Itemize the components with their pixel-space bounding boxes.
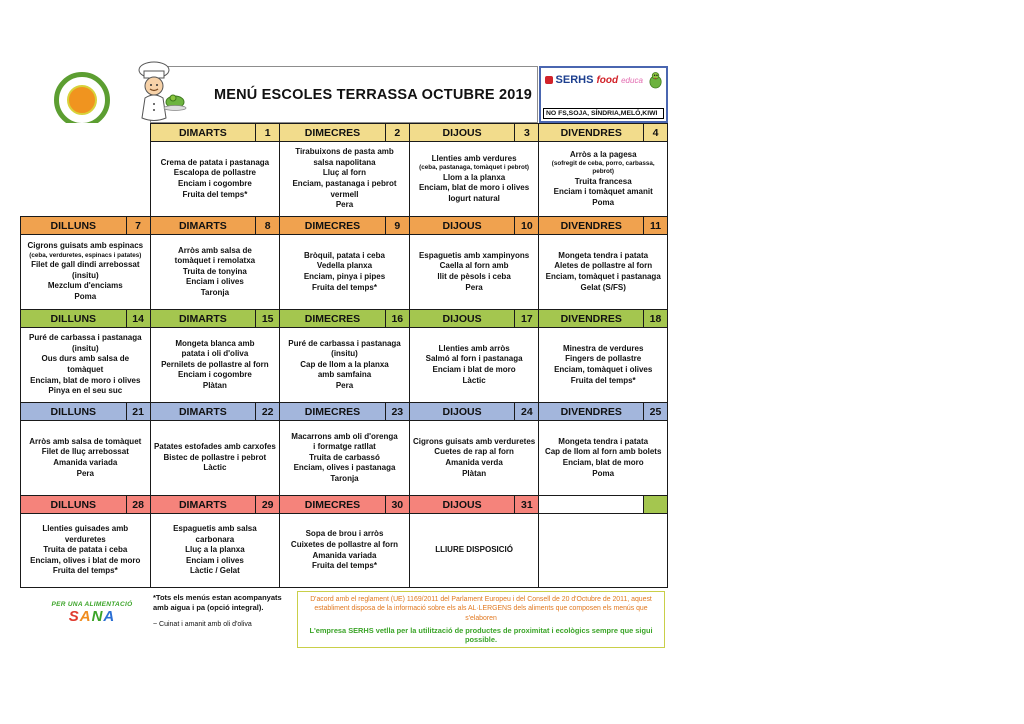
menu-item: Arròs amb salsa de: [177, 245, 252, 255]
menu-cell: [409, 513, 539, 588]
menu-item: Amanida variada: [312, 550, 377, 560]
menu-item: Amanida verda: [445, 458, 503, 467]
school-logo-center: [67, 85, 97, 115]
menu-cell: [279, 420, 409, 495]
educa-label: educa: [621, 75, 643, 85]
menu-item: Fruita del temps*: [570, 375, 636, 385]
serhs-name: SERHS: [555, 74, 594, 86]
empty-header-cell: [20, 123, 150, 141]
menu-item: Cigrons guisats amb verduretes: [412, 436, 536, 446]
day-name: DIJOUS: [442, 405, 482, 418]
day-name: DILLUNS: [50, 405, 97, 418]
menu-item: Pera: [76, 468, 94, 478]
day-header-divendres: [538, 402, 668, 420]
day-number: 30: [385, 496, 409, 513]
day-header-dimarts: [150, 495, 280, 513]
day-number: 18: [643, 310, 667, 327]
menu-item: LLIURE DISPOSICIÓ: [435, 545, 513, 555]
title-box: [150, 66, 538, 123]
allergen-regulation-text: D'acord amb el reglament (UE) 1169/2011 del Parlament Europeu i del Consell de 20 d'Octubre de 2011, aquest establiment disposa de la informació sobre els als AL·LERGENS dels aliments que composen els menús que s'elaboren: [310, 596, 652, 622]
menu-item: Gelat (S/FS): [580, 282, 626, 292]
menu-item: Enciam, pastanaga i pebrot vermell: [292, 179, 397, 199]
menu-item: Enciam i cogombre: [177, 370, 252, 380]
menu-item: Cuixetes de pollastre al forn: [290, 539, 399, 549]
page-title: MENÚ ESCOLES TERRASSA OCTUBRE 2019: [213, 86, 533, 103]
menu-item: Salmó al forn i pastanaga: [425, 354, 523, 364]
menu-item: Plàtan: [462, 468, 487, 478]
day-number: 8: [255, 217, 279, 234]
day-header-divendres: [538, 309, 668, 327]
menu-item: Làctic / Gelat: [189, 566, 240, 576]
menu-item: Minestra de verdures: [562, 343, 644, 353]
menu-item: Crema de patata i pastanaga: [160, 157, 270, 167]
serhs-brand-box: [539, 66, 668, 123]
menu-cell: [538, 420, 668, 495]
week-4: [20, 402, 668, 495]
menu-item: Filet de lluç arrebossat: [41, 447, 129, 457]
day-name: DILLUNS: [50, 498, 97, 511]
menu-item: Truita francesa: [574, 176, 632, 186]
menu-item: Cuetes de rap al forn: [434, 447, 514, 457]
menu-item: tomàquet i remolatxa: [174, 256, 256, 266]
menu-item: Puré de carbassa i pastanaga (insitu): [288, 338, 401, 359]
menu-cell: [409, 141, 539, 216]
day-number: 9: [385, 217, 409, 234]
menu-cell: [20, 327, 150, 402]
day-name: DILLUNS: [50, 219, 97, 232]
day-name: DIVENDRES: [560, 126, 622, 139]
menu-item: Truita de patata i ceba: [43, 545, 128, 555]
menu-cell: [150, 327, 280, 402]
day-header-dilluns: [20, 309, 150, 327]
menu-item: Cap de llom a la planxa: [300, 359, 389, 369]
day-number: 15: [255, 310, 279, 327]
menu-item: Caella al forn amb: [439, 261, 509, 271]
day-header-dimecres: [279, 216, 409, 234]
menu-cell: [150, 420, 280, 495]
menu-item: Llom a la planxa: [442, 172, 506, 182]
menu-item: llit de pèsols i ceba: [437, 272, 511, 281]
menu-item: Enciam i blat de moro: [432, 365, 516, 374]
menu-cell: [20, 420, 150, 495]
menu-item: Pera: [335, 380, 354, 390]
day-number: 11: [643, 217, 667, 234]
menu-item: Poma: [74, 291, 97, 301]
day-name: DIMECRES: [304, 312, 361, 325]
day-number: 23: [385, 403, 409, 420]
mascot-icon: [648, 71, 663, 89]
day-number: 14: [126, 310, 150, 327]
day-name: DIJOUS: [442, 498, 482, 511]
week-1: [20, 123, 668, 216]
menu-item: Fingers de pollastre: [565, 354, 642, 364]
day-number: 10: [514, 217, 538, 234]
menu-cell: [538, 141, 668, 216]
day-name: DIMARTS: [178, 219, 227, 232]
day-name: DIVENDRES: [560, 405, 622, 418]
menu-item: patata i oli d'oliva: [181, 349, 249, 359]
healthy-logo-line1: PER UNA ALIMENTACIÓ: [51, 601, 133, 608]
menu-item: Espaguetis amb xampinyons: [418, 250, 530, 260]
menu-item: (sofregit de ceba, porro, carbassa, pebrot): [551, 160, 655, 176]
menu-item: Làctic: [462, 375, 486, 385]
menu-item: Llenties guisades amb: [42, 524, 129, 534]
menu-item: Escalopa de pollastre: [173, 168, 257, 178]
menu-item: Sopa de brou i arròs: [305, 529, 384, 539]
menu-item: Truita de carbassó: [309, 452, 380, 462]
day-name: DIMARTS: [178, 405, 227, 418]
day-number: 16: [385, 310, 409, 327]
menu-cell: [20, 234, 150, 309]
menu-item: Taronja: [330, 473, 359, 483]
menu-cell: [538, 234, 668, 309]
week-5: [20, 495, 668, 588]
menu-item: Filet de gall dindi arrebossat (insitu): [31, 260, 140, 280]
menu-item: Tirabuixons de pasta amb: [295, 147, 394, 157]
day-header-dimarts: [150, 309, 280, 327]
day-number: 3: [514, 124, 538, 141]
menu-cell: [279, 513, 409, 588]
menu-item: Enciam, olives i pastanaga: [293, 463, 396, 473]
day-name: DIMECRES: [304, 498, 361, 511]
menu-item: Fruita del temps*: [312, 561, 377, 571]
serhs-logo-icon: [545, 76, 553, 84]
day-header-blank: [538, 495, 668, 513]
menu-item: Fruita del temps*: [182, 189, 248, 199]
menu-item: Lluç al forn: [322, 168, 367, 178]
menu-item: Llenties amb arròs: [438, 343, 510, 353]
menu-item: Enciam, pinya i pipes: [303, 272, 386, 281]
week-2: [20, 216, 668, 309]
day-name: DIJOUS: [442, 126, 482, 139]
day-header-divendres: [538, 216, 668, 234]
menu-item: amb samfaina: [317, 370, 372, 380]
menu-cell: [538, 513, 668, 588]
day-name: DIJOUS: [442, 312, 482, 325]
menu-cell: [538, 327, 668, 402]
menu-item: Amanida variada: [53, 458, 118, 467]
menu-item: Cap de llom al forn amb bolets: [544, 447, 662, 457]
menu-item: Patates estofades amb carxofes: [153, 442, 276, 452]
school-logo: [54, 72, 110, 128]
menu-item: Iogurt natural: [448, 193, 500, 203]
menu-item: Mongeta tendra i patata: [558, 250, 649, 260]
menu-cell: [279, 141, 409, 216]
day-header-dijous: [409, 309, 539, 327]
day-header-dimarts: [150, 216, 280, 234]
day-name: DIVENDRES: [560, 312, 622, 325]
menu-item: Cigrons guisats amb espinacs: [27, 241, 144, 251]
menu-item: Enciam, blat de moro i olives: [30, 375, 141, 385]
day-number: 7: [126, 217, 150, 234]
menu-item: Macarrons amb oli d'orenga: [291, 431, 398, 441]
menu-item: Enciam i cogombre: [177, 179, 252, 188]
day-header-dimecres: [279, 309, 409, 327]
day-name: DIMARTS: [178, 498, 227, 511]
menu-table: [20, 123, 668, 588]
menu-item: Puré de carbassa i pastanaga (insitu): [29, 333, 142, 353]
menu-item: Enciam, tomàquet i pastanaga: [545, 272, 661, 281]
day-number: 29: [255, 496, 279, 513]
day-name: DIMECRES: [304, 219, 361, 232]
menu-item: Ous durs amb salsa de tomàquet: [41, 354, 130, 374]
healthy-eating-logo: [34, 591, 150, 635]
day-header-dimecres: [279, 123, 409, 141]
menu-item: verduretes: [64, 534, 106, 544]
week-3: [20, 309, 668, 402]
menu-item: Mezclum d'enciams: [47, 281, 123, 291]
day-header-dimarts: [150, 402, 280, 420]
day-header-dimecres: [279, 495, 409, 513]
day-number: 24: [514, 403, 538, 420]
allergen-note: NO FS,SOJA, SÍNDRIA,MELÓ,KIWI: [543, 108, 664, 119]
day-name: DIJOUS: [442, 219, 482, 232]
chef-icon: [128, 58, 192, 124]
day-header-dilluns: [20, 216, 150, 234]
menu-item: Enciam, blat de moro i olives: [418, 183, 530, 193]
menu-cell: [409, 420, 539, 495]
menu-item: Enciam, olives i blat de moro: [30, 555, 141, 565]
menu-item: salsa napolitana: [313, 157, 376, 167]
day-header-dimarts: [150, 123, 280, 141]
menu-item: Pera: [465, 282, 483, 292]
day-number: 22: [255, 403, 279, 420]
menu-item: Arròs a la pagesa: [569, 149, 637, 159]
menu-item: Lluç a la planxa: [185, 545, 245, 555]
menu-item: Aletes de pollastre al forn: [554, 261, 653, 271]
day-header-dilluns: [20, 495, 150, 513]
menu-item: Poma: [592, 197, 615, 207]
menu-item: Enciam i olives: [185, 555, 244, 565]
day-name: DIMARTS: [178, 312, 227, 325]
day-number: 28: [126, 496, 150, 513]
empty-menu-cell: [20, 141, 150, 216]
legal-box: [297, 591, 665, 648]
menu-cell: [150, 234, 280, 309]
day-header-dijous: [409, 216, 539, 234]
day-name: DIMARTS: [178, 126, 227, 139]
menu-cell: [409, 327, 539, 402]
day-number: 17: [514, 310, 538, 327]
menu-item: Llenties amb verdures: [431, 153, 517, 163]
water-bread-note: *Tots els menús estan acompanyats amb aigua i pa (opció integral).: [153, 593, 282, 612]
day-name: DIMECRES: [304, 405, 361, 418]
day-number: [643, 496, 667, 513]
day-header-dijous: [409, 495, 539, 513]
menu-item: Enciam i olives: [185, 277, 244, 287]
menu-item: Enciam, tomàquet i olives: [554, 365, 653, 374]
menu-cell: [150, 513, 280, 588]
menu-item: (ceba, verduretes, espinacs i patates): [29, 252, 142, 260]
day-number: 4: [643, 124, 667, 141]
day-name: DIMECRES: [304, 126, 361, 139]
proximity-products-text: L'empresa SERHS vetlla per la utilització de productes de proximitat i ecològics sempre que sigui possible.: [309, 625, 653, 644]
menu-item: Pernilets de pollastre al forn: [161, 359, 269, 369]
menu-cell: [150, 141, 280, 216]
menu-item: Arròs amb salsa de tomàquet: [29, 436, 142, 446]
day-number: 31: [514, 496, 538, 513]
menu-cell: [279, 234, 409, 309]
menu-item: Vedella planxa: [316, 261, 373, 271]
footer-notes: [153, 593, 295, 628]
day-name: [539, 496, 643, 513]
menu-item: Taronja: [200, 287, 230, 297]
day-header-divendres: [538, 123, 668, 141]
menu-item: Fruita del temps*: [52, 566, 118, 576]
menu-item: Truita de tonyina: [182, 266, 247, 276]
menu-item: Espaguetis amb salsa carbonara: [173, 524, 257, 544]
menu-item: Pera: [335, 200, 354, 210]
menu-cell: [20, 513, 150, 588]
menu-item: Mongeta tendra i patata: [558, 436, 649, 446]
day-header-dimecres: [279, 402, 409, 420]
day-name: DIVENDRES: [560, 219, 622, 232]
menu-item: i formatge ratllat: [313, 442, 376, 452]
menu-item: Fruita del temps*: [312, 282, 377, 292]
menu-item: Plàtan: [202, 380, 227, 390]
menu-cell: [409, 234, 539, 309]
menu-item: Enciam, blat de moro: [562, 458, 644, 467]
healthy-logo-line2: SANA: [68, 608, 116, 625]
menu-item: Mongeta blanca amb: [175, 338, 255, 348]
menu-item: Pinya en el seu suc: [48, 386, 123, 396]
day-number: 25: [643, 403, 667, 420]
day-number: 2: [385, 124, 409, 141]
menu-item: Bistec de pollastre i pebrot: [163, 452, 267, 462]
day-header-dijous: [409, 402, 539, 420]
menu-item: (ceba, pastanaga, tomàquet i pebrot): [419, 164, 530, 172]
day-number: 21: [126, 403, 150, 420]
day-header-dijous: [409, 123, 539, 141]
menu-item: Enciam i tomàquet amanit: [553, 187, 653, 197]
olive-oil-note: ~ Cuinat i amanit amb oli d'oliva: [153, 620, 252, 628]
menu-item: Bròquil, patata i ceba: [304, 250, 385, 260]
serhs-food: food: [596, 74, 619, 86]
day-name: DILLUNS: [50, 312, 97, 325]
day-header-dilluns: [20, 402, 150, 420]
menu-cell: [279, 327, 409, 402]
day-number: 1: [255, 124, 279, 141]
menu-item: Poma: [592, 468, 615, 478]
menu-item: Làctic: [203, 463, 227, 473]
